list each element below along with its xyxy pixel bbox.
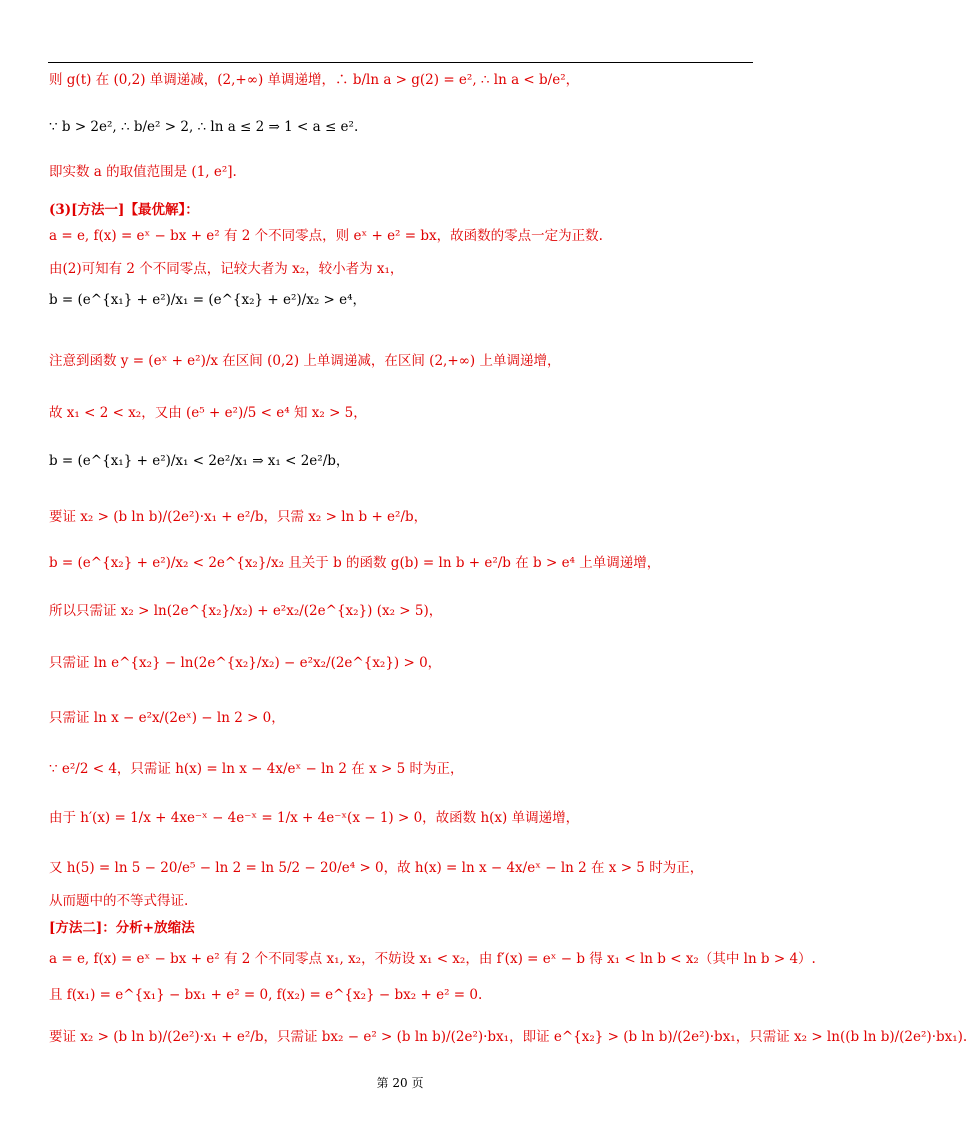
- text-line: b = (e^{x₂} + e²)/x₂ < 2e^{x₂}/x₂ 且关于 b 的函数 g(b) = ln b + e²/b 在 b > e⁴ 上单调递增，: [49, 555, 661, 571]
- text-line: 所以只需证 x₂ > ln(2e^{x₂}/x₂) + e²x₂/(2e^{x₂}) (x₂ > 5)，: [49, 603, 443, 619]
- text-line: 则 g(t) 在 (0,2) 单调递减，(2,+∞) 单调递增，∴ b/ln a > g(2) = e², ∴ ln a < b/e²，: [49, 72, 580, 88]
- text-line: 从而题中的不等式得证.: [49, 893, 189, 909]
- text-line: 只需证 ln x − e²x/(2eˣ) − ln 2 > 0，: [49, 710, 285, 726]
- text-line: a = e, f(x) = eˣ − bx + e² 有 2 个不同零点 x₁, x₂，不妨设 x₁ < x₂，由 f′(x) = eˣ − b 得 x₁ < ln b < x₂（其中 ln b > 4）.: [49, 951, 816, 967]
- text-line: b = (e^{x₁} + e²)/x₁ < 2e²/x₁ ⇒ x₁ < 2e²/b，: [49, 453, 350, 469]
- text-line: b = (e^{x₁} + e²)/x₁ = (e^{x₂} + e²)/x₂ > e⁴，: [49, 292, 367, 308]
- text-line: 要证 x₂ > (b ln b)/(2e²)·x₁ + e²/b，只需 x₂ > ln b + e²/b，: [49, 509, 428, 525]
- text-line: 故 x₁ < 2 < x₂，又由 (e⁵ + e²)/5 < e⁴ 知 x₂ > 5，: [49, 405, 367, 421]
- text-line: 只需证 ln e^{x₂} − ln(2e^{x₂}/x₂) − e²x₂/(2e^{x₂}) > 0，: [49, 655, 442, 671]
- text-line: ∵ b > 2e², ∴ b/e² > 2, ∴ ln a ≤ 2 ⇒ 1 < a ≤ e².: [49, 119, 359, 135]
- text-line: 又 h(5) = ln 5 − 20/e⁵ − ln 2 = ln 5/2 − 20/e⁴ > 0，故 h(x) = ln x − 4x/eˣ − ln 2 在 x > 5 时为正，: [49, 860, 704, 876]
- text-line: 由(2)可知有 2 个不同零点，记较大者为 x₂，较小者为 x₁，: [49, 261, 404, 277]
- text-line: 且 f(x₁) = e^{x₁} − bx₁ + e² = 0, f(x₂) = e^{x₂} − bx₂ + e² = 0.: [49, 987, 483, 1003]
- text-line: (3)[方法一]【最优解】：: [49, 202, 199, 218]
- page-number: 第 20 页: [376, 1076, 424, 1090]
- text-line: 要证 x₂ > (b ln b)/(2e²)·x₁ + e²/b，只需证 bx₂ − e² > (b ln b)/(2e²)·bx₁，即证 e^{x₂} > (b ln b)/(2e²)·bx₁，只需证 x₂ > ln((b ln b)/(2e²)·bx₁).: [49, 1029, 967, 1045]
- text-line: 即实数 a 的取值范围是 (1, e²].: [49, 164, 237, 180]
- text-line: [方法二]：分析+放缩法: [49, 920, 195, 936]
- header-rule: [48, 62, 753, 63]
- text-line: a = e, f(x) = eˣ − bx + e² 有 2 个不同零点，则 eˣ + e² = bx，故函数的零点一定为正数.: [49, 228, 603, 244]
- text-line: 由于 h′(x) = 1/x + 4xe⁻ˣ − 4e⁻ˣ = 1/x + 4e⁻ˣ(x − 1) > 0，故函数 h(x) 单调递增，: [49, 810, 580, 826]
- text-line: ∵ e²/2 < 4，只需证 h(x) = ln x − 4x/eˣ − ln 2 在 x > 5 时为正，: [49, 761, 464, 777]
- text-line: 注意到函数 y = (eˣ + e²)/x 在区间 (0,2) 上单调递减，在区间 (2,+∞) 上单调递增，: [49, 353, 561, 369]
